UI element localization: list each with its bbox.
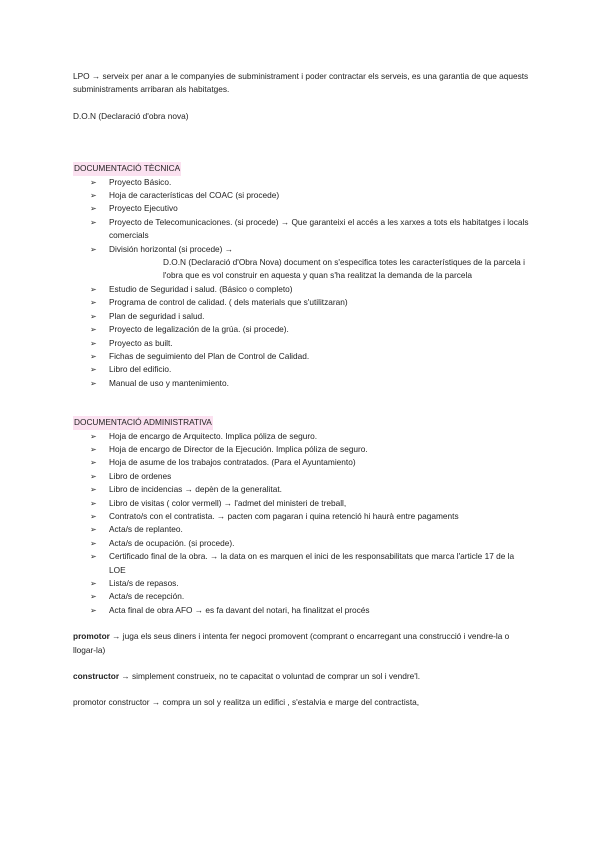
promotor-text: → juga els seus diners i intenta fer negoci promovent (comprant o encarregant una construcció i vendre-la o llogar-la) bbox=[73, 631, 510, 655]
arrowhead-bullet-icon: ➢ bbox=[90, 471, 97, 481]
promotor-term: promotor bbox=[73, 631, 110, 642]
list-documentacio-tecnica bbox=[73, 176, 533, 391]
list-item: ➢ Proyecto de Telecomunicaciones. (si procede) → Que garanteixi el accés a les xarxes a tots els habitatges i locals comercials bbox=[90, 216, 529, 241]
arrowhead-bullet-icon: ➢ bbox=[90, 511, 97, 521]
list-item: ➢ Libro de ordenes bbox=[90, 470, 533, 483]
division-horizontal-detail: D.O.N (Declaració d'Obra Nova) document on s'especifica totes les característiques de la parcela i l'obra que es vol construir en aquesta y quan s'ha realitzat la demanda de la parcela bbox=[163, 257, 525, 281]
list-item: ➢ Proyecto de legalización de la grúa. (si procede). bbox=[90, 323, 533, 336]
list-item: ➢ Proyecto Básico. bbox=[90, 176, 533, 189]
arrowhead-bullet-icon: ➢ bbox=[90, 458, 97, 468]
arrowhead-bullet-icon: ➢ bbox=[90, 191, 97, 201]
arrowhead-bullet-icon: ➢ bbox=[90, 338, 97, 348]
arrowhead-bullet-icon: ➢ bbox=[90, 365, 97, 375]
arrowhead-bullet-icon: ➢ bbox=[90, 311, 97, 321]
list-item: ➢ Programa de control de calidad. ( dels materials que s'utilitzaran) bbox=[90, 296, 533, 309]
arrowhead-bullet-icon: ➢ bbox=[90, 579, 97, 588]
list-item: ➢ Acta final de obra AFO → es fa davant del notari, ha finalitzat el procés bbox=[90, 604, 533, 617]
arrowhead-bullet-icon: ➢ bbox=[90, 592, 97, 602]
constructor-term: constructor bbox=[73, 671, 120, 682]
arrowhead-bullet-icon: ➢ bbox=[90, 351, 97, 361]
arrowhead-bullet-icon: ➢ bbox=[90, 284, 97, 294]
list-item: ➢ Hoja de características del COAC (si procede) bbox=[90, 189, 533, 202]
list-item: ➢ Libro de incidencias → depèn de la generalitat. bbox=[90, 483, 533, 496]
list-item: ➢ Libro de visitas ( color vermell) → l'admet del ministeri de treball, bbox=[90, 497, 533, 510]
heading-documentacio-tecnica: DOCUMENTACIÓ TÈCNICA bbox=[73, 162, 181, 175]
list-item: ➢ Lista/s de repasos. bbox=[90, 577, 533, 590]
list-item: ➢ Acta/s de recepción. bbox=[90, 590, 533, 603]
arrowhead-bullet-icon: ➢ bbox=[90, 325, 97, 335]
list-item: ➢ Libro del edificio. bbox=[90, 363, 533, 376]
arrowhead-bullet-icon: ➢ bbox=[90, 177, 97, 187]
list-item: ➢ Plan de seguridad i salud. bbox=[90, 310, 533, 323]
arrowhead-bullet-icon: ➢ bbox=[90, 431, 97, 441]
list-documentacio-administrativa bbox=[73, 430, 533, 618]
arrowhead-bullet-icon: ➢ bbox=[90, 444, 97, 454]
arrowhead-bullet-icon: ➢ bbox=[90, 244, 97, 254]
list-item: ➢ Proyecto as built. bbox=[90, 337, 533, 350]
list-item: ➢ Certificado final de la obra. → la data on es marquen el inici de les responsabilitats que marca l'article 17 de la LOE bbox=[90, 551, 515, 575]
list-item: ➢ Estudio de Seguridad i salud. (Básico o completo) bbox=[90, 283, 533, 296]
arrowhead-bullet-icon: ➢ bbox=[90, 552, 97, 562]
list-item: ➢ Proyecto Ejecutivo bbox=[90, 202, 533, 215]
arrowhead-bullet-icon: ➢ bbox=[90, 298, 97, 308]
arrowhead-bullet-icon: ➢ bbox=[90, 605, 97, 615]
arrowhead-bullet-icon: ➢ bbox=[90, 538, 97, 548]
arrowhead-bullet-icon: ➢ bbox=[90, 525, 97, 535]
promotor-constructor-definition: promotor constructor → compra un sol y realitza un edifici , s'estalvia e marge del contractista, bbox=[73, 697, 420, 708]
arrowhead-bullet-icon: ➢ bbox=[90, 378, 97, 388]
arrowhead-bullet-icon: ➢ bbox=[90, 498, 97, 508]
lpo-paragraph: LPO → serveix per anar a le companyies de subministrament i poder contractar els serveis, es una garantia de que aquests subministraments arribaran als habitatges. bbox=[73, 71, 529, 95]
arrowhead-bullet-icon: ➢ bbox=[90, 217, 97, 227]
don-paragraph: D.O.N (Declaració d'obra nova) bbox=[73, 110, 189, 121]
heading-documentacio-administrativa: DOCUMENTACIÓ ADMINISTRATIVA bbox=[73, 416, 213, 429]
constructor-text: → simplement construeix, no te capacitat o voluntad de comprar un sol i vendre'l. bbox=[119, 671, 420, 682]
list-item: ➢ Acta/s de replanteo. bbox=[90, 523, 533, 536]
list-item: ➢ División horizontal (si procede) → D.O.N (Declaració d'Obra Nova) document on s'especifica totes les característiques de la parcela i l'obra que es vol construir en aquesta y quan s'ha realitzat la demanda de la parcela bbox=[90, 243, 533, 283]
constructor-definition bbox=[73, 670, 533, 683]
list-item: ➢ Contrato/s con el contratista. → pacten com pagaran i quina retenció hi haurà entre pagaments bbox=[90, 510, 533, 523]
list-item: ➢ Manual de uso y mantenimiento. bbox=[90, 377, 533, 390]
arrowhead-bullet-icon: ➢ bbox=[90, 485, 97, 495]
arrowhead-bullet-icon: ➢ bbox=[90, 204, 97, 214]
list-item: ➢ Fichas de seguimiento del Plan de Control de Calidad. bbox=[90, 350, 533, 363]
document-page bbox=[73, 70, 533, 710]
list-item: ➢ Acta/s de ocupación. (si procede). bbox=[90, 537, 533, 550]
list-item: ➢ Hoja de asume de los trabajos contratados. (Para el Ayuntamiento) bbox=[90, 456, 533, 469]
promotor-definition bbox=[73, 630, 533, 657]
list-item: ➢ Hoja de encargo de Director de la Ejecución. Implica póliza de seguro. bbox=[90, 443, 533, 456]
list-item: ➢ Hoja de encargo de Arquitecto. Implica póliza de seguro. bbox=[90, 430, 533, 443]
